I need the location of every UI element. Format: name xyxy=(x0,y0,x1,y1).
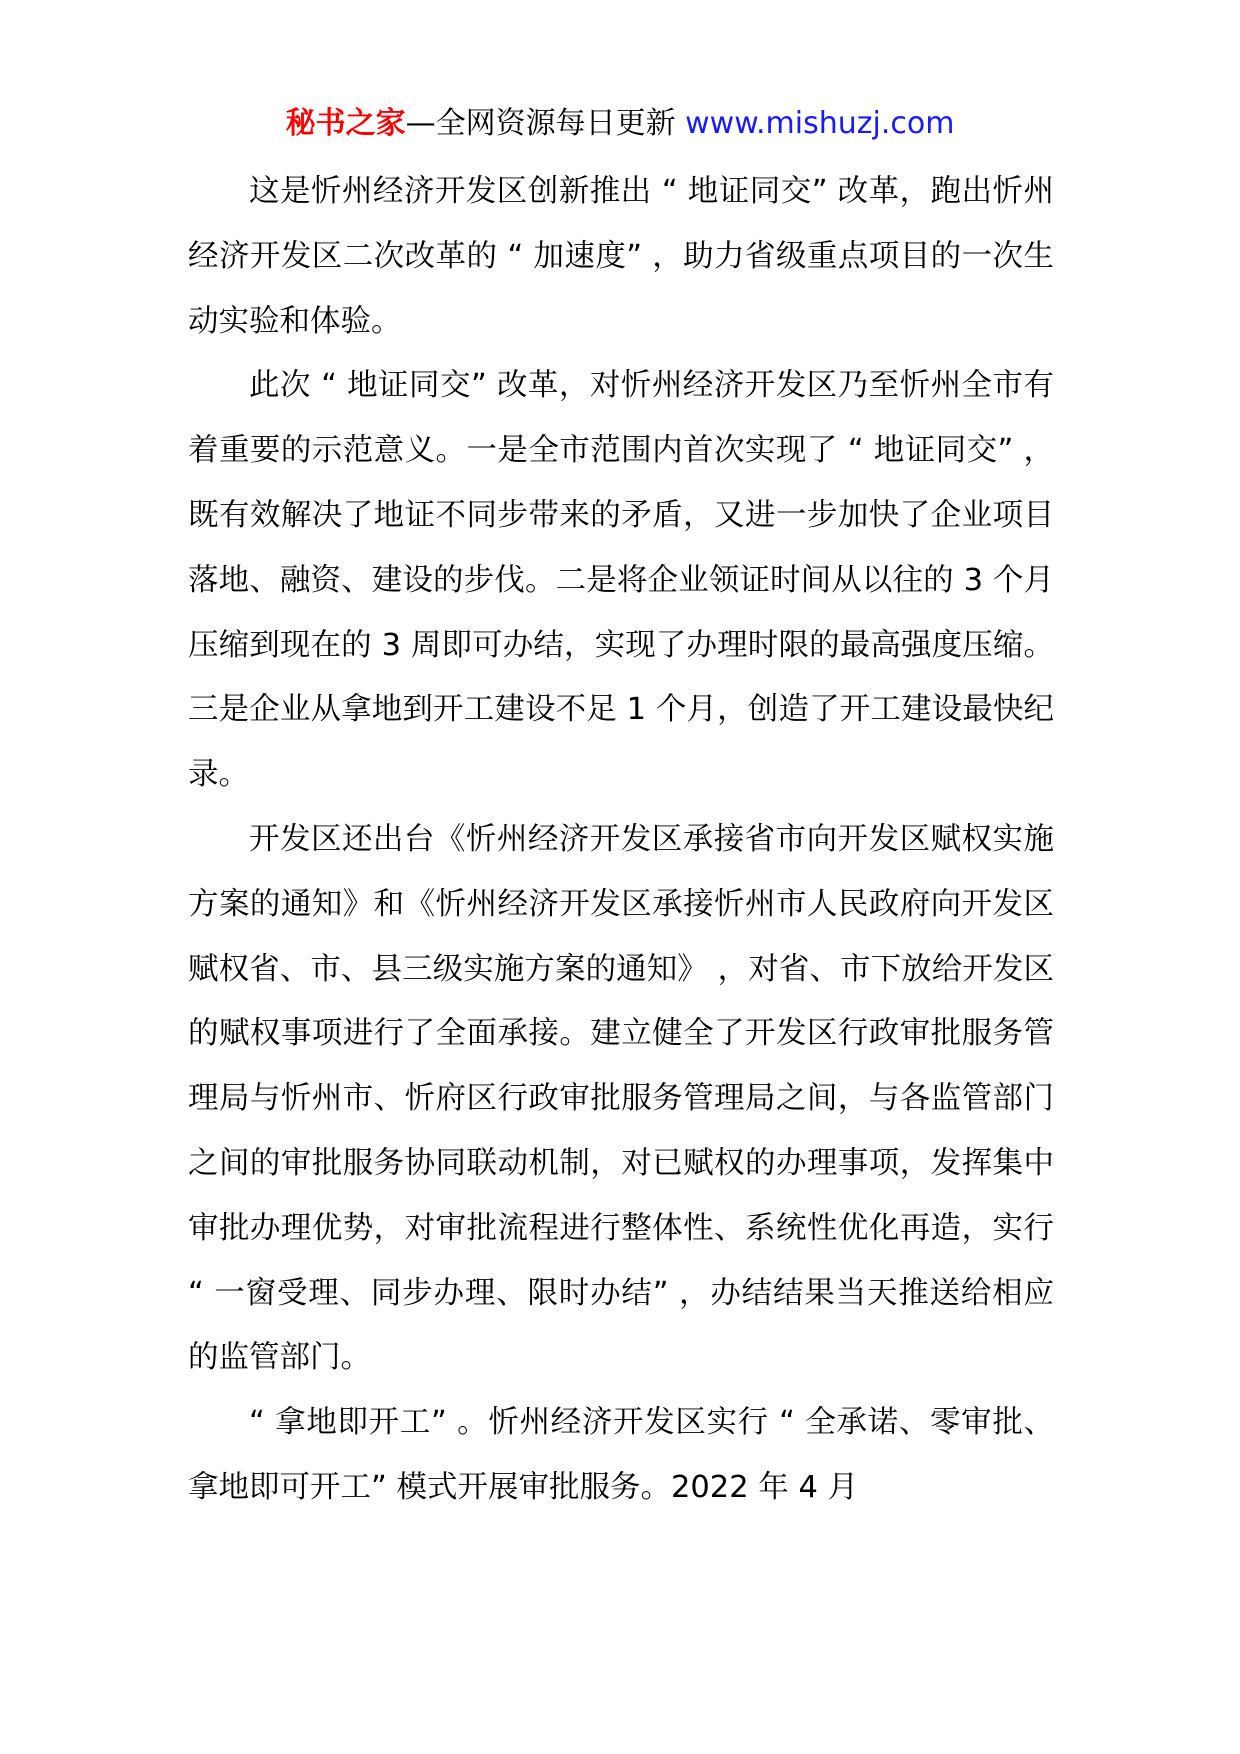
paragraph: 这是忻州经济开发区创新推出 “ 地证同交” 改革，跑出忻州经济开发区二次改革的 “ 加速度” ，助力省级重点项目的一次生动实验和体验。 xyxy=(188,174,1054,339)
header-tagline: —全网资源每日更新 xyxy=(405,106,686,141)
paragraph: 开发区还出台《忻州经济开发区承接省市向开发区赋权实施方案的通知》和《忻州经济开发区承接忻州市人民政府向开发区赋权省、市、县三级实施方案的通知》 ，对省、市下放给开发区的赋权事项进行了全面承接。建立健全了开发区行政审批服务管理局与忻州市、忻府区行政审批服务管理局之间，与各监管部门之间的审批服务协同联动机制，对已赋权的办理事项，发挥集中审批办理优势，对审批流程进行整体性、系统性优化再造，实行 “ 一窗受理、同步办理、限时办结” ，办结结果当天推送给相应的监管部门。 xyxy=(188,821,1054,1376)
brand-name: 秘书之家 xyxy=(285,106,406,141)
paragraph: “ 拿地即开工” 。忻州经济开发区实行 “ 全承诺、零审批、拿地即可开工” 模式开展审批服务。2022 年 4 月 xyxy=(188,1405,1054,1505)
document-body xyxy=(188,160,1054,1521)
page-header xyxy=(0,100,1240,148)
paragraph: 此次 “ 地证同交” 改革，对忻州经济开发区乃至忻州全市有着重要的示范意义。一是全市范围内首次实现了 “ 地证同交” ，既有效解决了地证不同步带来的矛盾，又进一步加快了企业项目落地、融资、建设的步伐。二是将企业领证时间从以往的 3 个月压缩到现在的 3 周即可办结，实现了办理时限的最高强度压缩。三是企业从拿地到开工建设不足 1 个月，创造了开工建设最快纪录。 xyxy=(188,368,1054,793)
site-link[interactable]: www.mishuzj.com xyxy=(685,106,955,141)
